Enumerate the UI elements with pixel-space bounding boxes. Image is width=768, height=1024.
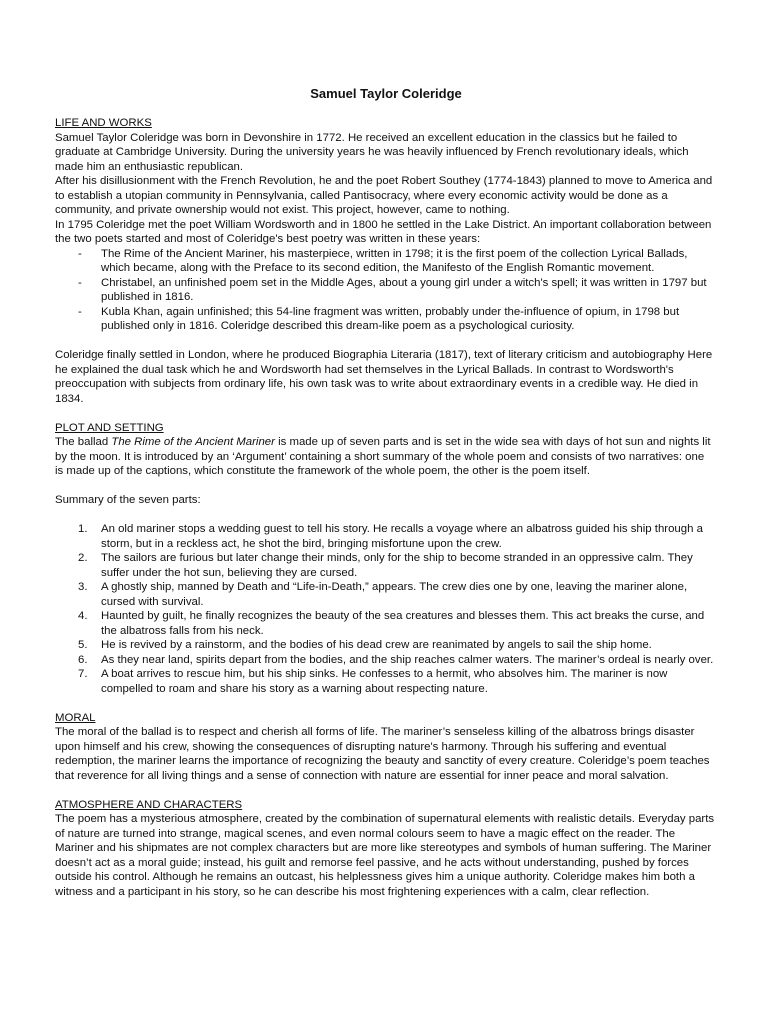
part-list-item bbox=[55, 522, 715, 551]
plot-text-after: is made up of seven parts and is set in the wide sea with days of hot sun and nights lit by the moon. It is introduced by an ‘Argument’ containing a short summary of the whole poem and consists of two narratives: one is made up of the captions, which constitute the framework of the whole poem, the other is the poem itself. bbox=[55, 436, 711, 477]
moral-paragraph: The moral of the ballad is to respect and cherish all forms of life. The mariner’s senseless killing of the albatross brings disaster upon himself and his crew, showing the consequences of disrupting nature's harmony. Through his suffering and eventual redemption, the mariner learns the importance of recognizing the beauty and sanctity of every creature. Coleridge’s poem teaches that reverence for all living things and a sense of connection with nature are essential for inner peace and moral salvation. bbox=[55, 726, 710, 782]
life-paragraph-1: Samuel Taylor Coleridge was born in Devonshire in 1772. He received an excellent education in the classics but he failed to graduate at Cambridge University. During the university years he was heavily influenced by French revolutionary ideals, which made him an enthusiastic republican. bbox=[55, 131, 689, 173]
part-text: Haunted by guilt, he finally recognizes the beauty of the sea creatures and blesses them. This act breaks the curse, and the albatross falls from his neck. bbox=[101, 610, 705, 637]
page-title: Samuel Taylor Coleridge bbox=[310, 86, 462, 101]
section-heading-plot-and-setting: PLOT AND SETTING bbox=[55, 421, 164, 434]
part-list-item bbox=[55, 551, 715, 580]
part-text: A boat arrives to rescue him, but his ship sinks. He confesses to a hermit, who absolves him. The mariner is now compelled to roam and share his story as a warning about respecting nature. bbox=[101, 668, 668, 695]
part-number: 3. bbox=[78, 581, 88, 593]
section-heading-atmosphere-and-characters: ATMOSPHERE AND CHARACTERS bbox=[55, 798, 243, 811]
seven-parts-list bbox=[55, 522, 715, 696]
atmosphere-paragraph: The poem has a mysterious atmosphere, created by the combination of supernatural elements with realistic details. Everyday parts of nature are turned into strange, magical scenes, and even normal colours seem to have a magic effect on the reader. The Mariner and his shipmates are not complex characters but are more like stereotypes and symbols of human suffering. The Mariner doesn’t act as a moral guide; instead, his guilt and remorse feel passive, and he acts without understanding, pushed by forces outside his control. Although he remains an outcast, his helplessness gives him a unique authority. Coleridge makes him both a witness and a participant in his story, so he can describe his most frightening experiences with a calm, clear reflection. bbox=[55, 813, 715, 898]
section-moral bbox=[55, 711, 715, 784]
part-number: 4. bbox=[78, 610, 88, 622]
part-number: 2. bbox=[78, 552, 88, 564]
poem-title-italic: The Rime of the Ancient Mariner bbox=[111, 436, 275, 448]
part-text: An old mariner stops a wedding guest to tell his story. He recalls a voyage where an albatross guided his ship through a storm, but in a reckless act, he shot the bird, bringing misfortune upon the crew. bbox=[101, 523, 703, 550]
part-list-item bbox=[55, 667, 715, 696]
works-list-item: - Kubla Khan, again unfinished; this 54-line fragment was written, probably under the-influence of opium, in 1798 but published only in 1816. Coleridge described this dream-like poem as a psychological curiosity. bbox=[55, 305, 715, 334]
part-text: As they near land, spirits depart from the bodies, and the ship reaches calmer waters. The mariner’s ordeal is nearly over. bbox=[101, 653, 714, 666]
plot-paragraph-1 bbox=[55, 435, 715, 479]
section-atmosphere-and-characters bbox=[55, 798, 715, 900]
part-number: 1. bbox=[78, 523, 88, 535]
part-list-item bbox=[55, 609, 715, 638]
summary-label: Summary of the seven parts: bbox=[55, 494, 201, 506]
section-heading-life-and-works: LIFE AND WORKS bbox=[55, 117, 152, 129]
life-paragraph-3: In 1795 Coleridge met the poet William Wordsworth and in 1800 he settled in the Lake District. An important collaboration between the two poets started and most of Coleridge's best poetry was written in these years: bbox=[55, 218, 712, 245]
part-number: 6. bbox=[78, 653, 88, 666]
part-text: He is revived by a rainstorm, and the bodies of his dead crew are reanimated by angels to sail the ship home. bbox=[101, 639, 652, 651]
part-list-item bbox=[55, 638, 715, 653]
part-number: 7. bbox=[78, 668, 88, 680]
plot-text-before: The ballad bbox=[55, 436, 112, 448]
part-text: A ghostly ship, manned by Death and “Life-in-Death,” appears. The crew dies one by one, leaving the mariner alone, cursed with survival. bbox=[101, 581, 688, 608]
document-page bbox=[55, 86, 715, 899]
works-list bbox=[55, 247, 715, 334]
works-list-item: - The Rime of the Ancient Mariner, his masterpiece, written in 1798; it is the first poem of the collection Lyrical Ballads, which became, along with the Preface to its second edition, the Manifesto of the English Romantic movement. bbox=[55, 247, 715, 276]
works-list-item: - Christabel, an unfinished poem set in the Middle Ages, about a young girl under a witch's spell; it was written in 1797 but published in 1816. bbox=[55, 276, 715, 305]
life-paragraph-2: After his disillusionment with the French Revolution, he and the poet Robert Southey (1774-1843) planned to move to America and to establish a utopian community in Pennsylvania, called Pantisocracy, where every economic activity would be done as a community, and private ownership would not exist. This project, however, came to nothing. bbox=[55, 175, 713, 216]
part-list-item bbox=[55, 580, 715, 609]
section-life-and-works bbox=[55, 116, 715, 406]
life-paragraph-4: Coleridge finally settled in London, where he produced Biographia Literaria (1817), text of literary criticism and autobiography Here he explained the dual task which he and Wordsworth had set themselves in the Lyrical Ballads. In contrast to Wordsworth's preoccupation with subjects from ordinary life, his own task was to write about extraordinary events in a credible way. He died in 1834. bbox=[55, 349, 713, 405]
part-number: 5. bbox=[78, 639, 88, 651]
part-text: The sailors are furious but later change their minds, only for the ship to become stranded in an oppressive calm. They suffer under the hot sun, believing they are cursed. bbox=[101, 552, 693, 579]
section-heading-moral: MORAL bbox=[55, 711, 96, 724]
part-list-item bbox=[55, 653, 715, 668]
section-plot-and-setting bbox=[55, 421, 715, 697]
